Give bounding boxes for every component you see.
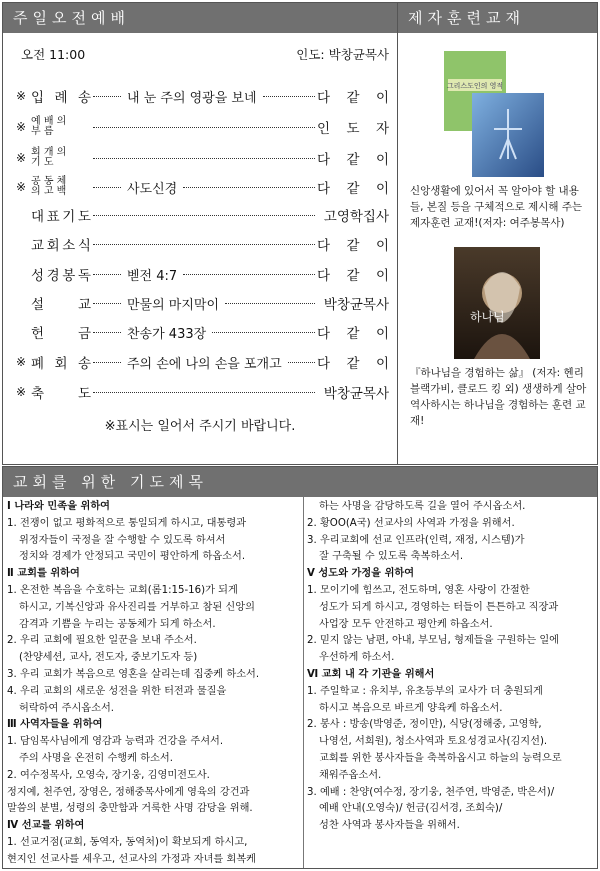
prayer-section-heading: Ⅵ 교회 내 각 기관을 위해서 bbox=[307, 668, 435, 680]
leader-dots bbox=[93, 95, 121, 97]
prayer-line: 성찬 사역과 봉사자들을 위해서. bbox=[319, 820, 460, 832]
book-cover-experiencing-god bbox=[454, 247, 540, 359]
order-label: 폐 회 송 bbox=[31, 356, 91, 372]
order-item bbox=[11, 381, 389, 403]
order-label: 성 경 봉 독 bbox=[31, 268, 91, 284]
order-item bbox=[11, 233, 389, 255]
leader-dots bbox=[225, 302, 315, 304]
order-label: 헌 금 bbox=[31, 326, 91, 342]
prayer-line: 하시고, 기복신앙과 유사진리를 거부하고 참된 신앙의 bbox=[19, 601, 255, 613]
order-content: 내 눈 주의 영광을 보네 bbox=[127, 90, 257, 106]
order-item bbox=[11, 147, 389, 169]
prayer-line: 2. 여수정목사, 오영숙, 장기웅, 김영미전도사. bbox=[7, 769, 210, 781]
leader-dots bbox=[93, 391, 315, 393]
prayer-line: 1. 주일학교 : 유치부, 유초등부의 교사가 더 충원되게 bbox=[307, 685, 543, 697]
order-person: 고영학집사 bbox=[323, 209, 389, 225]
order-person: 다 같 이 bbox=[317, 152, 389, 168]
prayer-section-heading: Ⅲ 사역자들을 위하여 bbox=[7, 719, 103, 731]
order-label: 축 도 bbox=[31, 386, 91, 402]
order-person: 다 같 이 bbox=[317, 326, 389, 342]
order-person: 다 같 이 bbox=[317, 181, 389, 197]
leader-dots bbox=[183, 273, 315, 275]
order-person: 다 같 이 bbox=[317, 90, 389, 106]
standing-mark: ※ bbox=[15, 151, 27, 165]
prayer-line: 1. 선교거점(교회, 동역자, 동역처)이 확보되게 하시고, bbox=[7, 836, 248, 848]
leader-dots bbox=[93, 273, 121, 275]
prayer-line: 교회를 위한 봉사자들을 축복하옵시고 하늘의 능력으로 bbox=[319, 752, 562, 764]
order-label: 공 동 체 의 고 백 bbox=[31, 176, 67, 197]
order-item bbox=[11, 321, 389, 343]
leader-dots bbox=[93, 186, 121, 188]
prayer-line: 1. 담임목사님에게 영감과 능력과 건강을 주셔서. bbox=[7, 736, 224, 748]
prayer-line: 예배 안내(오영숙)/ 헌금(김서경, 조희숙)/ bbox=[319, 803, 503, 815]
prayer-topics-panel bbox=[2, 466, 598, 869]
prayer-line: 정지예, 천주연, 장영은, 정해중목사에게 영육의 강건과 bbox=[7, 786, 250, 798]
leader-dots bbox=[93, 126, 315, 128]
order-label: 대 표 기 도 bbox=[31, 209, 91, 225]
leader-dots bbox=[93, 243, 315, 245]
leader-dots bbox=[93, 214, 315, 216]
prayer-title: 교회를 위한 기도제목 bbox=[3, 467, 597, 497]
order-content: 만물의 마지막이 bbox=[127, 297, 220, 313]
training-title: 제자훈련교재 bbox=[398, 3, 597, 33]
prayer-line: 성도가 되게 하시고, 경영하는 터들이 튼튼하고 직장과 bbox=[319, 601, 559, 613]
book-cover-discipleship bbox=[442, 49, 556, 179]
prayer-line: 1. 전쟁이 없고 평화적으로 통일되게 하시고, 대통령과 bbox=[7, 517, 247, 529]
leader-dots bbox=[288, 361, 315, 363]
standing-mark: ※ bbox=[15, 120, 27, 134]
worship-time: 오전 11:00 bbox=[21, 47, 86, 62]
order-person: 다 같 이 bbox=[317, 356, 389, 372]
order-label: 회 개 의 기 도 bbox=[31, 147, 67, 168]
prayer-line: 3. 예배 : 찬양(여수정, 장기웅, 천주연, 박영준, 박은서)/ bbox=[307, 786, 555, 798]
standing-mark: ※ bbox=[15, 89, 27, 103]
order-label: 교 회 소 식 bbox=[31, 238, 91, 254]
order-content: 주의 손에 나의 손을 포개고 bbox=[127, 356, 282, 372]
worship-meta bbox=[21, 45, 389, 63]
prayer-line: 위정자들이 국정을 잘 수행할 수 있도록 하셔서 bbox=[19, 534, 226, 546]
order-item bbox=[11, 292, 389, 314]
order-item bbox=[11, 176, 389, 198]
order-label: 입 례 송 bbox=[31, 90, 91, 106]
standing-mark: ※ bbox=[15, 385, 27, 399]
order-item bbox=[11, 116, 389, 138]
prayer-line: 정치와 경제가 안정되고 국민이 평안하게 하옵소서. bbox=[19, 551, 246, 563]
book2-caption: 『하나님을 경험하는 삶』 (저자: 헨리 블랙가비, 클로드 킹 외) 생생하게 살아 역사하시는 하나님을 경험하는 훈련 교재! bbox=[410, 367, 587, 427]
leader-dots bbox=[93, 361, 121, 363]
order-label: 예 배 의 부 름 bbox=[31, 116, 67, 137]
prayer-line: 하시고 복음으로 바르게 양육케 하옵소서. bbox=[319, 702, 503, 714]
order-label: 설 교 bbox=[31, 297, 91, 313]
standing-mark: ※ bbox=[15, 180, 27, 194]
prayer-line: 현지인 선교사를 세우고, 선교사의 가정과 자녀를 회복케 bbox=[7, 853, 257, 865]
prayer-line: 2. 황OO(A국) 선교사의 사역과 가정을 위해서. bbox=[307, 517, 515, 529]
book1-caption: 신앙생활에 있어서 꼭 알아야 할 내용들, 본질 등을 구체적으로 제시해 주는 제자훈련 교재!(저자: 여주봉목사) bbox=[410, 185, 583, 229]
leader-dots bbox=[263, 95, 315, 97]
prayer-line: 우선하게 하소서. bbox=[319, 652, 395, 664]
order-content: 사도신경 bbox=[127, 181, 178, 197]
worship-leader: 인도: 박창균목사 bbox=[296, 47, 389, 62]
prayer-line: 채워주옵소서. bbox=[319, 769, 382, 781]
prayer-line: 1. 온전한 복음을 수호하는 교회(롬1:15-16)가 되게 bbox=[7, 584, 238, 596]
book2-cover-text: 하나님 bbox=[470, 310, 505, 324]
prayer-line: (찬양세션, 교사, 전도자, 중보기도자 등) bbox=[19, 652, 198, 664]
prayer-line: 2. 봉사 : 방송(박영준, 정이만), 식당(정해중, 고영학, bbox=[307, 719, 542, 731]
leader-dots bbox=[93, 331, 121, 333]
prayer-section-heading: Ⅴ 성도와 가정을 위하여 bbox=[307, 568, 415, 580]
order-content: 벧전 4:7 bbox=[127, 268, 178, 284]
prayer-section-heading: Ⅱ 교회를 위하여 bbox=[7, 568, 80, 580]
prayer-line: 주의 사명을 온전히 수행케 하소서. bbox=[19, 752, 173, 764]
prayer-line: 2. 우리 교회에 필요한 일꾼을 보내 주소서. bbox=[7, 635, 197, 647]
leader-dots bbox=[93, 157, 315, 159]
prayer-line: 4. 우리 교회의 새로운 성전을 위한 터전과 물질을 bbox=[7, 685, 227, 697]
standing-note: ※표시는 일어서 주시기 바랍니다. bbox=[104, 419, 296, 434]
standing-mark: ※ bbox=[15, 355, 27, 369]
order-item bbox=[11, 351, 389, 373]
order-item bbox=[11, 204, 389, 226]
order-item bbox=[11, 85, 389, 107]
prayer-left-column bbox=[7, 499, 307, 869]
prayer-line: 3. 우리 교회가 복음으로 영혼을 살리는데 집중케 하소서. bbox=[7, 668, 260, 680]
worship-title: 주일오전예배 bbox=[3, 3, 397, 33]
prayer-line: 나영선, 서희원), 청소사역과 토요성경교사(김지선). bbox=[319, 736, 548, 748]
leader-dots bbox=[183, 186, 315, 188]
prayer-section-heading: Ⅰ 나라와 민족을 위하여 bbox=[7, 501, 110, 512]
leader-dots bbox=[212, 331, 315, 333]
prayer-section-heading: Ⅳ 선교를 위하여 bbox=[7, 820, 85, 832]
order-person: 박창균목사 bbox=[323, 297, 389, 313]
prayer-line: 허락하여 주시옵소서. bbox=[19, 702, 115, 714]
prayer-line: 2. 믿지 않는 남편, 아내, 부모님, 형제들을 구원하는 일에 bbox=[307, 635, 560, 647]
prayer-line: 말씀의 분별, 성령의 충만함과 거룩한 사명 감당을 위해. bbox=[7, 803, 253, 815]
order-item bbox=[11, 263, 389, 285]
prayer-line: 하는 사명을 감당하도록 길을 열어 주시옵소서. bbox=[319, 501, 526, 512]
order-person: 인 도 자 bbox=[317, 121, 389, 137]
prayer-line: 감격과 기쁨을 누리는 공동체가 되게 하소서. bbox=[19, 618, 216, 630]
prayer-line: 잘 구축될 수 있도록 축복하소서. bbox=[319, 551, 464, 563]
training-panel bbox=[397, 2, 598, 465]
book1-cover-text: 그리스도인의 영적 bbox=[446, 82, 504, 90]
order-content: 찬송가 433장 bbox=[127, 326, 207, 342]
column-divider bbox=[303, 497, 304, 868]
worship-order-panel bbox=[2, 2, 398, 465]
order-person: 박창균목사 bbox=[323, 386, 389, 402]
leader-dots bbox=[93, 302, 121, 304]
prayer-right-column bbox=[307, 499, 597, 835]
order-person: 다 같 이 bbox=[317, 238, 389, 254]
prayer-line: 1. 모이기에 힘쓰고, 전도하며, 영혼 사랑이 간절한 bbox=[307, 584, 530, 596]
prayer-line: 사업장 모두 안전하고 평안케 하옵소서. bbox=[319, 618, 493, 630]
prayer-line: 3. 우리교회에 선교 인프라(인력, 재정, 시스템)가 bbox=[307, 534, 525, 546]
order-person: 다 같 이 bbox=[317, 268, 389, 284]
